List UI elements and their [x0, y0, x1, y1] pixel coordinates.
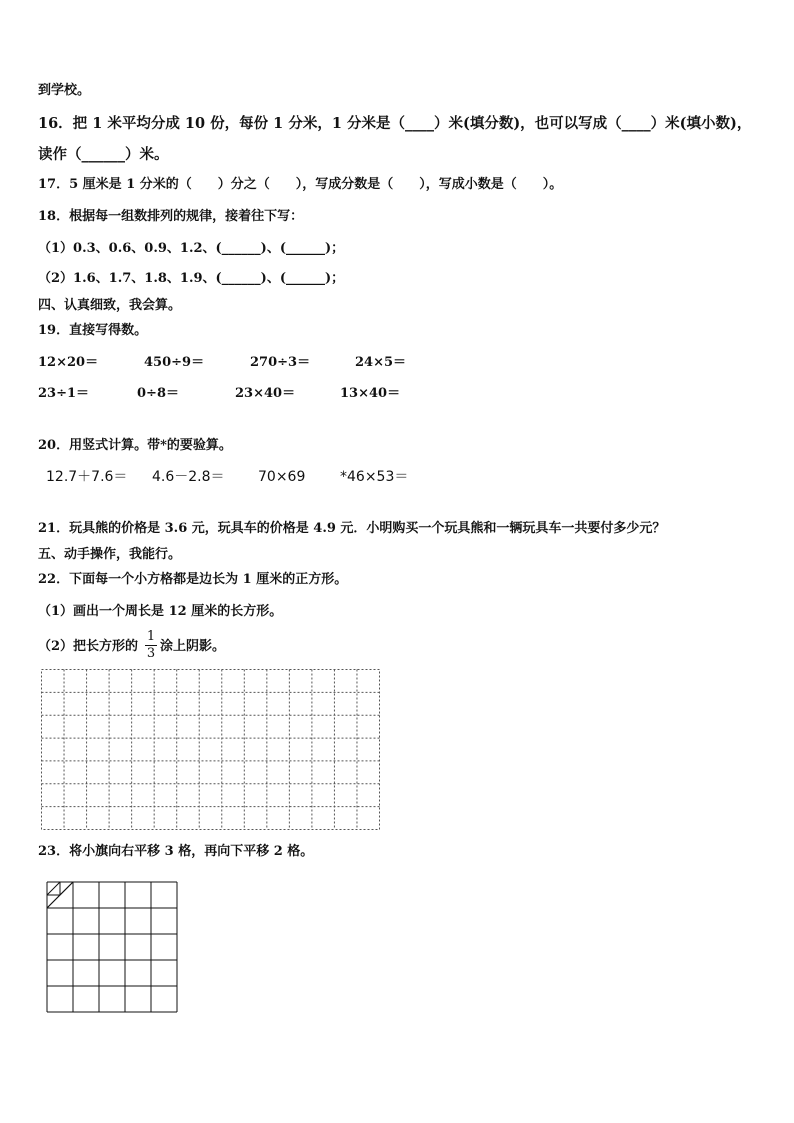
calc19-item: 270÷3＝	[250, 355, 311, 370]
question-18-part-2: （2）1.6、1.7、1.8、1.9、(______)、(______)；	[38, 271, 345, 286]
question-21: 21．玩具熊的价格是 3.6 元，玩具车的价格是 4.9 元．小明购买一个玩具熊和一辆玩具车一共要付多少元？	[38, 521, 666, 536]
question-16-line-2: 读作（______）米。	[38, 146, 169, 163]
calc19-item: 0÷8＝	[137, 386, 179, 401]
question-20: 20．用竖式计算。带*的要验算。	[38, 438, 232, 453]
calc19-item: 450÷9＝	[144, 355, 205, 370]
calc20-item: 4.6－2.8＝	[152, 469, 225, 485]
dotted-square-grid[interactable]	[41, 669, 380, 830]
question-22-part-1: （1）画出一个周长是 12 厘米的长方形。	[38, 604, 283, 619]
question-17: 17．5 厘米是 1 分米的（ ）分之（ ），写成分数是（ ），写成小数是（ ）。	[38, 177, 563, 192]
calc19-item: 23×40＝	[235, 386, 296, 401]
question-19: 19．直接写得数。	[38, 323, 148, 338]
calc20-item: *46×53＝	[340, 469, 409, 485]
section-5-heading: 五、动手操作，我能行。	[38, 547, 182, 562]
fraction-numerator: 1	[146, 629, 156, 644]
text-line-continued: 到学校。	[38, 83, 91, 98]
grid-border	[42, 670, 380, 830]
question-18: 18．根据每一组数排列的规律，接着往下写：	[38, 209, 304, 224]
flag-icon	[47, 882, 73, 908]
section-4-heading: 四、认真细致，我会算。	[38, 298, 182, 313]
fraction-one-third	[145, 630, 157, 661]
question-18-part-1: （1）0.3、0.6、0.9、1.2、(______)、(______)；	[38, 241, 345, 256]
question-22-part-2-prefix: （2）把长方形的	[38, 639, 139, 654]
question-22-part-2-suffix: 涂上阴影。	[160, 639, 226, 654]
question-16-line-1: 16．把 1 米平均分成 10 份，每份 1 分米，1 分米是（____）米(填分数)，也可以写成（____）米(填小数)，	[38, 115, 752, 132]
calc19-item: 13×40＝	[340, 386, 401, 401]
flag-translation-grid[interactable]	[47, 882, 177, 1012]
question-22: 22．下面每一个小方格都是边长为 1 厘米的正方形。	[38, 572, 348, 587]
fraction-denominator: 3	[146, 646, 156, 661]
calc19-item: 12×20＝	[38, 355, 99, 370]
calc19-item: 24×5＝	[355, 355, 407, 370]
calc20-item: 70×69	[258, 469, 306, 485]
calc19-item: 23÷1＝	[38, 386, 90, 401]
calc20-item: 12.7＋7.6＝	[46, 469, 128, 485]
question-23: 23．将小旗向右平移 3 格，再向下平移 2 格。	[38, 844, 314, 859]
